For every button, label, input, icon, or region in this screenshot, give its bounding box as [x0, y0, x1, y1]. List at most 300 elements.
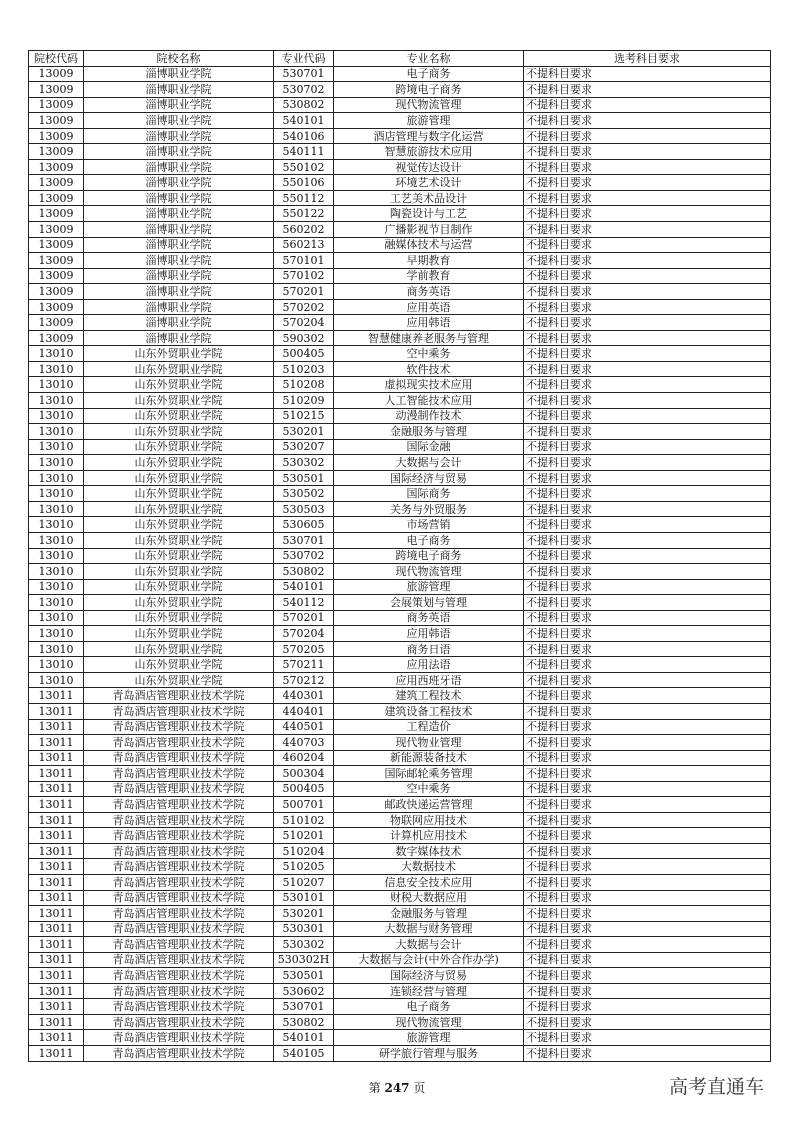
cell-school-name: 山东外贸职业学院: [84, 486, 274, 502]
cell-major-name: 酒店管理与数字化运营: [334, 128, 524, 144]
header-subject-requirement: 选考科目要求: [524, 51, 771, 67]
cell-school-code: 13010: [29, 564, 84, 580]
table-row: [29, 408, 771, 424]
cell-subject-requirement: 不提科目要求: [524, 579, 771, 595]
cell-major-code: 560202: [274, 222, 334, 238]
table-row: [29, 361, 771, 377]
cell-major-name: 应用韩语: [334, 626, 524, 642]
cell-school-code: 13009: [29, 284, 84, 300]
cell-major-code: 570211: [274, 657, 334, 673]
cell-major-code: 510205: [274, 859, 334, 875]
cell-school-code: 13010: [29, 439, 84, 455]
cell-school-name: 淄博职业学院: [84, 113, 274, 129]
cell-major-name: 应用法语: [334, 657, 524, 673]
cell-subject-requirement: 不提科目要求: [524, 874, 771, 890]
cell-school-name: 山东外贸职业学院: [84, 346, 274, 362]
cell-school-code: 13011: [29, 1046, 84, 1062]
cell-major-name: 人工智能技术应用: [334, 393, 524, 409]
table-row: [29, 672, 771, 688]
cell-school-code: 13011: [29, 1030, 84, 1046]
cell-subject-requirement: 不提科目要求: [524, 968, 771, 984]
cell-major-code: 510203: [274, 361, 334, 377]
cell-subject-requirement: 不提科目要求: [524, 284, 771, 300]
table-row: [29, 735, 771, 751]
cell-major-code: 570205: [274, 641, 334, 657]
cell-major-code: 540105: [274, 1046, 334, 1062]
cell-major-code: 510209: [274, 393, 334, 409]
cell-school-code: 13009: [29, 315, 84, 331]
cell-school-code: 13011: [29, 703, 84, 719]
cell-major-code: 540106: [274, 128, 334, 144]
cell-school-code: 13010: [29, 377, 84, 393]
cell-school-code: 13011: [29, 859, 84, 875]
cell-school-code: 13011: [29, 999, 84, 1015]
table-row: [29, 190, 771, 206]
cell-school-name: 淄博职业学院: [84, 284, 274, 300]
table-row: [29, 439, 771, 455]
cell-school-name: 山东外贸职业学院: [84, 361, 274, 377]
cell-major-code: 540101: [274, 579, 334, 595]
cell-school-code: 13010: [29, 610, 84, 626]
cell-major-name: 金融服务与管理: [334, 424, 524, 440]
cell-major-name: 商务英语: [334, 610, 524, 626]
cell-school-code: 13011: [29, 750, 84, 766]
cell-school-name: 青岛酒店管理职业技术学院: [84, 952, 274, 968]
cell-major-name: 动漫制作技术: [334, 408, 524, 424]
cell-subject-requirement: 不提科目要求: [524, 548, 771, 564]
header-major-name: 专业名称: [334, 51, 524, 67]
cell-school-name: 淄博职业学院: [84, 159, 274, 175]
table-row: [29, 999, 771, 1015]
cell-subject-requirement: 不提科目要求: [524, 688, 771, 704]
cell-major-code: 530602: [274, 983, 334, 999]
cell-major-code: 570201: [274, 610, 334, 626]
table-row: [29, 564, 771, 580]
cell-school-code: 13010: [29, 641, 84, 657]
cell-subject-requirement: 不提科目要求: [524, 672, 771, 688]
cell-major-name: 商务英语: [334, 284, 524, 300]
cell-subject-requirement: 不提科目要求: [524, 564, 771, 580]
cell-school-name: 青岛酒店管理职业技术学院: [84, 968, 274, 984]
cell-subject-requirement: 不提科目要求: [524, 859, 771, 875]
table-row: [29, 330, 771, 346]
cell-school-name: 青岛酒店管理职业技术学院: [84, 703, 274, 719]
cell-subject-requirement: 不提科目要求: [524, 719, 771, 735]
cell-school-name: 山东外贸职业学院: [84, 455, 274, 471]
cell-major-name: 大数据技术: [334, 859, 524, 875]
cell-school-name: 青岛酒店管理职业技术学院: [84, 1030, 274, 1046]
cell-major-name: 广播影视节目制作: [334, 222, 524, 238]
table-row: [29, 766, 771, 782]
cell-major-code: 530302: [274, 937, 334, 953]
cell-major-name: 大数据与财务管理: [334, 921, 524, 937]
table-row: [29, 921, 771, 937]
cell-subject-requirement: 不提科目要求: [524, 906, 771, 922]
table-row: [29, 595, 771, 611]
cell-school-code: 13009: [29, 222, 84, 238]
table-row: [29, 66, 771, 82]
cell-major-code: 530802: [274, 564, 334, 580]
cell-major-code: 530802: [274, 97, 334, 113]
cell-major-code: 530301: [274, 921, 334, 937]
cell-school-code: 13009: [29, 113, 84, 129]
cell-major-name: 跨境电子商务: [334, 82, 524, 98]
cell-subject-requirement: 不提科目要求: [524, 299, 771, 315]
header-school-code: 院校代码: [29, 51, 84, 67]
table-row: [29, 968, 771, 984]
table-row: [29, 113, 771, 129]
cell-major-code: 570202: [274, 299, 334, 315]
table-row: [29, 144, 771, 160]
cell-subject-requirement: 不提科目要求: [524, 206, 771, 222]
cell-subject-requirement: 不提科目要求: [524, 455, 771, 471]
table-row: [29, 657, 771, 673]
cell-major-code: 530501: [274, 968, 334, 984]
table-row: [29, 346, 771, 362]
cell-school-name: 青岛酒店管理职业技术学院: [84, 874, 274, 890]
cell-school-name: 青岛酒店管理职业技术学院: [84, 781, 274, 797]
cell-major-name: 电子商务: [334, 999, 524, 1015]
table-row: [29, 797, 771, 813]
cell-major-name: 融媒体技术与运营: [334, 237, 524, 253]
cell-school-name: 青岛酒店管理职业技术学院: [84, 906, 274, 922]
cell-major-code: 530302H: [274, 952, 334, 968]
cell-major-code: 570101: [274, 253, 334, 269]
cell-school-name: 青岛酒店管理职业技术学院: [84, 999, 274, 1015]
cell-major-name: 新能源装备技术: [334, 750, 524, 766]
cell-school-name: 青岛酒店管理职业技术学院: [84, 828, 274, 844]
cell-school-code: 13011: [29, 921, 84, 937]
cell-major-code: 510201: [274, 828, 334, 844]
cell-school-code: 13011: [29, 843, 84, 859]
table-row: [29, 206, 771, 222]
cell-school-code: 13011: [29, 1014, 84, 1030]
table-row: [29, 128, 771, 144]
table-row: [29, 719, 771, 735]
cell-subject-requirement: 不提科目要求: [524, 82, 771, 98]
table-row: [29, 268, 771, 284]
cell-major-name: 智慧健康养老服务与管理: [334, 330, 524, 346]
cell-major-code: 510207: [274, 874, 334, 890]
cell-subject-requirement: 不提科目要求: [524, 735, 771, 751]
cell-school-name: 山东外贸职业学院: [84, 517, 274, 533]
cell-major-code: 530503: [274, 501, 334, 517]
cell-school-name: 青岛酒店管理职业技术学院: [84, 750, 274, 766]
cell-subject-requirement: 不提科目要求: [524, 843, 771, 859]
cell-major-code: 500701: [274, 797, 334, 813]
cell-major-name: 跨境电子商务: [334, 548, 524, 564]
cell-major-name: 环境艺术设计: [334, 175, 524, 191]
cell-subject-requirement: 不提科目要求: [524, 750, 771, 766]
cell-major-name: 陶瓷设计与工艺: [334, 206, 524, 222]
cell-school-name: 淄博职业学院: [84, 222, 274, 238]
cell-school-name: 淄博职业学院: [84, 97, 274, 113]
cell-subject-requirement: 不提科目要求: [524, 486, 771, 502]
cell-school-name: 青岛酒店管理职业技术学院: [84, 766, 274, 782]
cell-school-name: 淄博职业学院: [84, 315, 274, 331]
table-row: [29, 175, 771, 191]
cell-major-name: 大数据与会计(中外合作办学): [334, 952, 524, 968]
table-row: [29, 470, 771, 486]
cell-major-code: 590302: [274, 330, 334, 346]
cell-school-name: 淄博职业学院: [84, 299, 274, 315]
cell-major-code: 510102: [274, 812, 334, 828]
table-row: [29, 859, 771, 875]
cell-major-code: 510204: [274, 843, 334, 859]
cell-school-name: 青岛酒店管理职业技术学院: [84, 1014, 274, 1030]
table-row: [29, 253, 771, 269]
cell-school-name: 青岛酒店管理职业技术学院: [84, 937, 274, 953]
table-row: [29, 159, 771, 175]
cell-school-name: 山东外贸职业学院: [84, 579, 274, 595]
cell-school-code: 13009: [29, 144, 84, 160]
cell-school-code: 13010: [29, 657, 84, 673]
cell-school-name: 山东外贸职业学院: [84, 424, 274, 440]
table-row: [29, 517, 771, 533]
table-row: [29, 579, 771, 595]
table-row: [29, 641, 771, 657]
cell-subject-requirement: 不提科目要求: [524, 330, 771, 346]
cell-major-name: 国际商务: [334, 486, 524, 502]
cell-major-name: 数字媒体技术: [334, 843, 524, 859]
cell-major-code: 530702: [274, 548, 334, 564]
cell-major-name: 空中乘务: [334, 781, 524, 797]
cell-major-name: 旅游管理: [334, 113, 524, 129]
table-row: [29, 812, 771, 828]
table-row: [29, 1030, 771, 1046]
cell-major-name: 早期教育: [334, 253, 524, 269]
cell-major-code: 530201: [274, 424, 334, 440]
cell-school-name: 山东外贸职业学院: [84, 393, 274, 409]
table-row: [29, 393, 771, 409]
cell-school-code: 13009: [29, 66, 84, 82]
cell-school-code: 13009: [29, 190, 84, 206]
cell-subject-requirement: 不提科目要求: [524, 595, 771, 611]
cell-major-name: 旅游管理: [334, 579, 524, 595]
cell-major-code: 440703: [274, 735, 334, 751]
cell-major-name: 邮政快递运营管理: [334, 797, 524, 813]
cell-subject-requirement: 不提科目要求: [524, 766, 771, 782]
cell-major-name: 现代物流管理: [334, 97, 524, 113]
cell-subject-requirement: 不提科目要求: [524, 890, 771, 906]
cell-major-name: 视觉传达设计: [334, 159, 524, 175]
table-row: [29, 424, 771, 440]
cell-school-code: 13009: [29, 299, 84, 315]
cell-major-code: 530702: [274, 82, 334, 98]
cell-subject-requirement: 不提科目要求: [524, 1046, 771, 1062]
cell-school-code: 13011: [29, 688, 84, 704]
cell-major-code: 570102: [274, 268, 334, 284]
cell-subject-requirement: 不提科目要求: [524, 424, 771, 440]
cell-major-code: 540112: [274, 595, 334, 611]
cell-school-name: 淄博职业学院: [84, 190, 274, 206]
table-row: [29, 983, 771, 999]
cell-subject-requirement: 不提科目要求: [524, 113, 771, 129]
header-major-code: 专业代码: [274, 51, 334, 67]
cell-school-name: 青岛酒店管理职业技术学院: [84, 983, 274, 999]
cell-major-code: 460204: [274, 750, 334, 766]
table-row: [29, 284, 771, 300]
cell-school-name: 山东外贸职业学院: [84, 501, 274, 517]
cell-major-name: 现代物业管理: [334, 735, 524, 751]
cell-school-code: 13011: [29, 968, 84, 984]
cell-subject-requirement: 不提科目要求: [524, 439, 771, 455]
cell-major-name: 信息安全技术应用: [334, 874, 524, 890]
admissions-table: [28, 50, 771, 1062]
table-header-row: [29, 51, 771, 67]
cell-school-name: 山东外贸职业学院: [84, 548, 274, 564]
cell-subject-requirement: 不提科目要求: [524, 703, 771, 719]
table-row: [29, 781, 771, 797]
cell-school-code: 13011: [29, 937, 84, 953]
cell-school-code: 13011: [29, 890, 84, 906]
cell-subject-requirement: 不提科目要求: [524, 937, 771, 953]
cell-major-code: 500405: [274, 781, 334, 797]
cell-major-code: 530701: [274, 532, 334, 548]
cell-school-name: 山东外贸职业学院: [84, 564, 274, 580]
cell-major-name: 大数据与会计: [334, 455, 524, 471]
cell-major-code: 550122: [274, 206, 334, 222]
cell-major-name: 市场营销: [334, 517, 524, 533]
cell-school-name: 淄博职业学院: [84, 82, 274, 98]
cell-major-code: 500405: [274, 346, 334, 362]
table-row: [29, 237, 771, 253]
table-row: [29, 532, 771, 548]
cell-school-code: 13011: [29, 874, 84, 890]
cell-subject-requirement: 不提科目要求: [524, 66, 771, 82]
cell-major-name: 建筑工程技术: [334, 688, 524, 704]
cell-school-code: 13011: [29, 781, 84, 797]
cell-school-name: 青岛酒店管理职业技术学院: [84, 797, 274, 813]
cell-major-code: 530302: [274, 455, 334, 471]
cell-school-code: 13009: [29, 159, 84, 175]
table-row: [29, 750, 771, 766]
cell-subject-requirement: 不提科目要求: [524, 393, 771, 409]
cell-school-code: 13011: [29, 828, 84, 844]
cell-school-name: 青岛酒店管理职业技术学院: [84, 921, 274, 937]
page-suffix: 页: [413, 1081, 426, 1095]
cell-subject-requirement: 不提科目要求: [524, 610, 771, 626]
cell-major-name: 连锁经营与管理: [334, 983, 524, 999]
cell-school-code: 13010: [29, 424, 84, 440]
cell-school-code: 13010: [29, 361, 84, 377]
cell-major-code: 550106: [274, 175, 334, 191]
cell-major-name: 学前教育: [334, 268, 524, 284]
cell-school-code: 13010: [29, 517, 84, 533]
table-row: [29, 906, 771, 922]
cell-school-name: 山东外贸职业学院: [84, 470, 274, 486]
cell-school-name: 山东外贸职业学院: [84, 610, 274, 626]
cell-subject-requirement: 不提科目要求: [524, 921, 771, 937]
cell-major-code: 530207: [274, 439, 334, 455]
cell-school-code: 13010: [29, 579, 84, 595]
cell-school-code: 13010: [29, 595, 84, 611]
cell-subject-requirement: 不提科目要求: [524, 377, 771, 393]
cell-major-name: 国际经济与贸易: [334, 968, 524, 984]
cell-major-code: 530101: [274, 890, 334, 906]
cell-major-name: 电子商务: [334, 66, 524, 82]
cell-subject-requirement: 不提科目要求: [524, 1014, 771, 1030]
table-row: [29, 548, 771, 564]
cell-school-code: 13010: [29, 501, 84, 517]
cell-school-code: 13010: [29, 455, 84, 471]
cell-school-code: 13009: [29, 206, 84, 222]
cell-subject-requirement: 不提科目要求: [524, 128, 771, 144]
cell-subject-requirement: 不提科目要求: [524, 999, 771, 1015]
cell-school-name: 山东外贸职业学院: [84, 377, 274, 393]
table-row: [29, 828, 771, 844]
cell-subject-requirement: 不提科目要求: [524, 952, 771, 968]
cell-major-code: 540111: [274, 144, 334, 160]
cell-school-code: 13010: [29, 393, 84, 409]
cell-major-code: 530501: [274, 470, 334, 486]
cell-school-code: 13010: [29, 532, 84, 548]
cell-major-name: 金融服务与管理: [334, 906, 524, 922]
cell-major-code: 440401: [274, 703, 334, 719]
cell-subject-requirement: 不提科目要求: [524, 812, 771, 828]
cell-subject-requirement: 不提科目要求: [524, 315, 771, 331]
cell-major-name: 商务日语: [334, 641, 524, 657]
cell-major-name: 建筑设备工程技术: [334, 703, 524, 719]
cell-school-name: 淄博职业学院: [84, 268, 274, 284]
cell-major-name: 工程造价: [334, 719, 524, 735]
cell-school-code: 13009: [29, 237, 84, 253]
table-row: [29, 377, 771, 393]
cell-major-name: 电子商务: [334, 532, 524, 548]
cell-school-code: 13010: [29, 486, 84, 502]
cell-subject-requirement: 不提科目要求: [524, 626, 771, 642]
cell-school-name: 山东外贸职业学院: [84, 439, 274, 455]
cell-subject-requirement: 不提科目要求: [524, 641, 771, 657]
cell-school-name: 山东外贸职业学院: [84, 657, 274, 673]
cell-major-code: 530701: [274, 66, 334, 82]
cell-school-code: 13010: [29, 470, 84, 486]
cell-school-name: 青岛酒店管理职业技术学院: [84, 719, 274, 735]
cell-school-code: 13011: [29, 719, 84, 735]
page-number-value: 247: [384, 1081, 410, 1095]
table-row: [29, 843, 771, 859]
cell-subject-requirement: 不提科目要求: [524, 237, 771, 253]
cell-school-name: 青岛酒店管理职业技术学院: [84, 1046, 274, 1062]
cell-school-code: 13011: [29, 735, 84, 751]
cell-major-name: 现代物流管理: [334, 1014, 524, 1030]
cell-subject-requirement: 不提科目要求: [524, 517, 771, 533]
cell-major-code: 570204: [274, 315, 334, 331]
cell-major-name: 软件技术: [334, 361, 524, 377]
cell-subject-requirement: 不提科目要求: [524, 253, 771, 269]
cell-subject-requirement: 不提科目要求: [524, 175, 771, 191]
cell-subject-requirement: 不提科目要求: [524, 346, 771, 362]
cell-subject-requirement: 不提科目要求: [524, 268, 771, 284]
cell-subject-requirement: 不提科目要求: [524, 222, 771, 238]
table-row: [29, 97, 771, 113]
cell-school-code: 13011: [29, 983, 84, 999]
cell-school-code: 13009: [29, 128, 84, 144]
cell-school-name: 山东外贸职业学院: [84, 626, 274, 642]
cell-school-code: 13009: [29, 97, 84, 113]
cell-school-code: 13011: [29, 952, 84, 968]
table-row: [29, 890, 771, 906]
cell-major-name: 智慧旅游技术应用: [334, 144, 524, 160]
cell-major-code: 550112: [274, 190, 334, 206]
cell-major-code: 530502: [274, 486, 334, 502]
table-row: [29, 703, 771, 719]
cell-major-name: 虚拟现实技术应用: [334, 377, 524, 393]
cell-major-name: 旅游管理: [334, 1030, 524, 1046]
cell-major-name: 会展策划与管理: [334, 595, 524, 611]
cell-school-code: 13010: [29, 672, 84, 688]
cell-subject-requirement: 不提科目要求: [524, 797, 771, 813]
